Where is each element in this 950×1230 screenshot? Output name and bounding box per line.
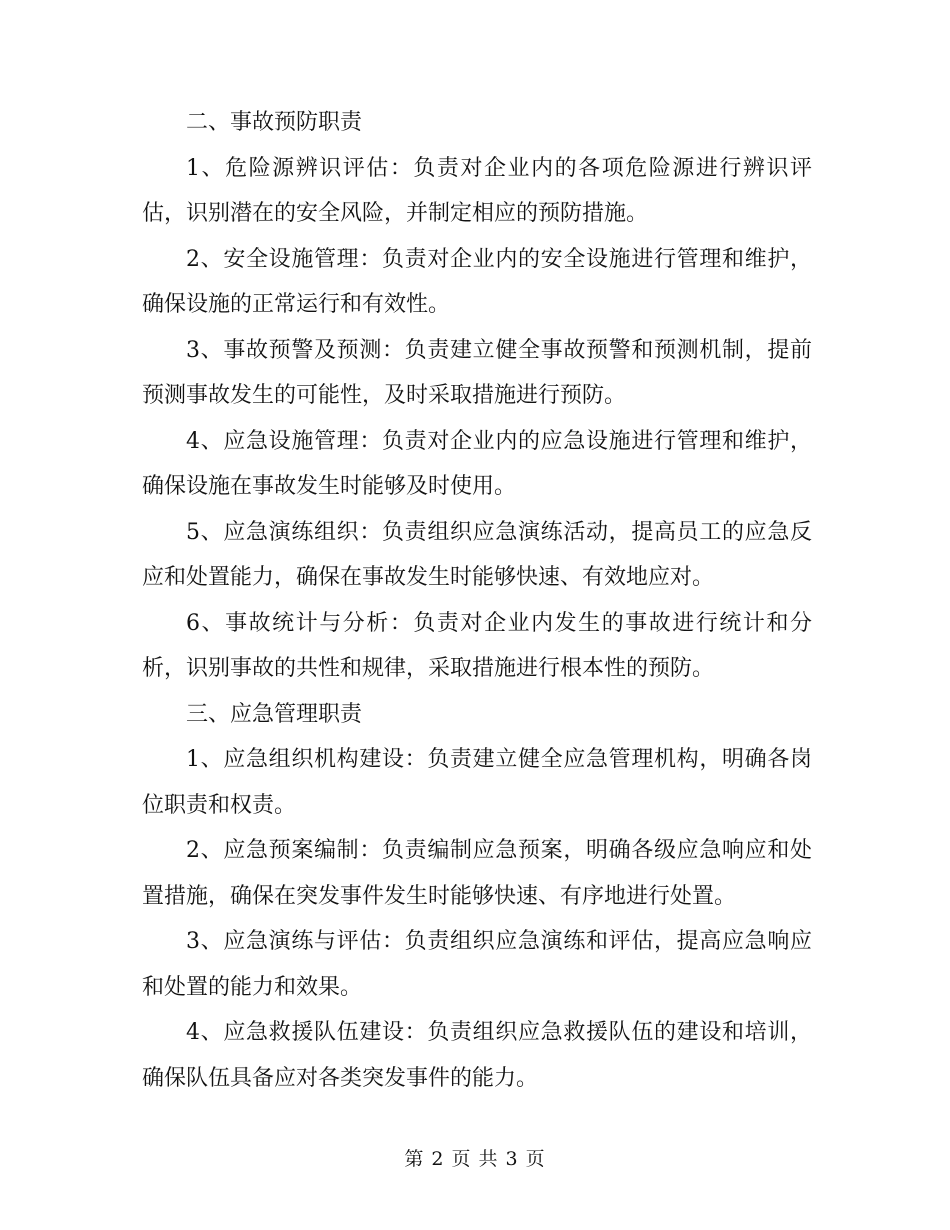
paragraph-emergency-organization: 1、应急组织机构建设：负责建立健全应急管理机构，明确各岗位职责和权责。 <box>142 747 812 818</box>
paragraph-accident-statistics: 6、事故统计与分析：负责对企业内发生的事故进行统计和分析，识别事故的共性和规律，采取措施进行根本性的预防。 <box>142 610 812 681</box>
section-heading-emergency-management: 三、应急管理职责 <box>186 701 363 727</box>
paragraph-accident-warning: 3、事故预警及预测：负责建立健全事故预警和预测机制，提前预测事故发生的可能性，及时采取措施进行预防。 <box>142 337 812 408</box>
paragraph-emergency-drill-organization: 5、应急演练组织：负责组织应急演练活动，提高员工的应急反应和处置能力，确保在事故发生时能够快速、有效地应对。 <box>142 519 812 590</box>
section-heading-accident-prevention: 二、事故预防职责 <box>186 110 363 135</box>
paragraph-emergency-plan: 2、应急预案编制：负责编制应急预案，明确各级应急响应和处置措施，确保在突发事件发生时能够快速、有序地进行处置。 <box>142 838 812 909</box>
paragraph-emergency-drill-evaluation: 3、应急演练与评估：负责组织应急演练和评估，提高应急响应和处置的能力和效果。 <box>142 929 812 1000</box>
page-number-footer: 第 2 页 共 3 页 <box>404 1148 546 1170</box>
paragraph-safety-facility-management: 2、安全设施管理：负责对企业内的安全设施进行管理和维护，确保设施的正常运行和有效性。 <box>142 246 812 317</box>
paragraph-emergency-facility-management: 4、应急设施管理：负责对企业内的应急设施进行管理和维护，确保设施在事故发生时能够及时使用。 <box>142 428 812 499</box>
document-body <box>142 100 812 1101</box>
paragraph-rescue-team: 4、应急救援队伍建设：负责组织应急救援队伍的建设和培训，确保队伍具备应对各类突发事件的能力。 <box>142 1020 812 1091</box>
paragraph-hazard-identification: 1、危险源辨识评估：负责对企业内的各项危险源进行辨识评估，识别潜在的安全风险，并制定相应的预防措施。 <box>142 155 812 226</box>
